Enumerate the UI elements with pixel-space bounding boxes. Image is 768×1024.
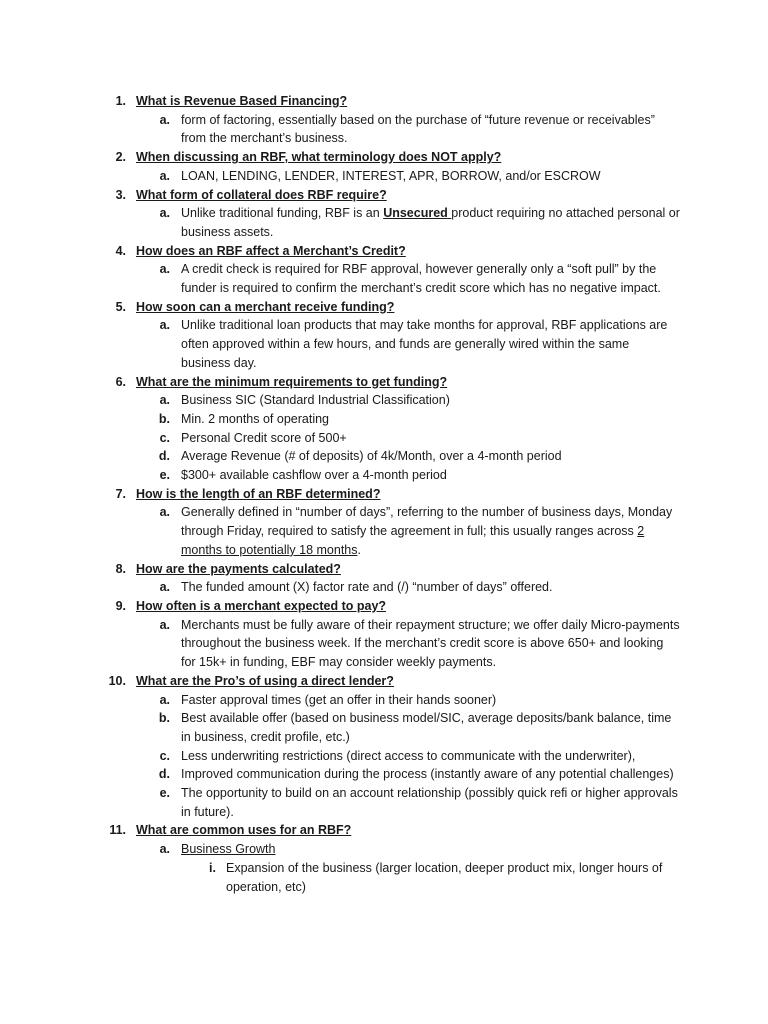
faq-question	[0, 485, 768, 504]
answer-text-segment: Business Growth	[181, 842, 276, 857]
question-number: 2.	[115, 150, 126, 165]
answer-text	[181, 709, 680, 746]
answer-text	[181, 466, 680, 485]
question-text: How soon can a merchant receive funding?	[136, 299, 395, 314]
answer-text	[181, 260, 680, 297]
answer-item	[0, 765, 768, 784]
question-number: 1.	[115, 94, 126, 108]
faq-question	[0, 186, 768, 205]
answer-item	[0, 391, 768, 410]
question-number: 11.	[109, 823, 126, 838]
answer-text	[181, 410, 680, 429]
answer-label: a.	[159, 262, 170, 277]
answer-item	[0, 204, 768, 241]
question-number: 10.	[108, 673, 126, 688]
answer-label: d.	[158, 449, 170, 464]
sub-answer-label: i.	[209, 860, 216, 875]
answer-text	[181, 616, 680, 672]
answer-text-segment: 2 months to potentially 18 months	[181, 524, 645, 557]
answer-text-segment: Generally defined in “number of days”, referring to the number of business days, Monday through Friday, required to satisfy the agreement in full; this usually ranges across	[181, 505, 673, 539]
answer-label: a.	[159, 112, 170, 127]
answer-label: a.	[159, 393, 170, 408]
answer-item	[0, 503, 768, 559]
answer-item	[0, 447, 768, 466]
answer-text	[181, 447, 680, 466]
question-text: When discussing an RBF, what terminology does NOT apply?	[136, 150, 502, 165]
answer-label: a.	[159, 168, 170, 183]
question-text: What is Revenue Based Financing?	[136, 94, 348, 108]
question-text: How often is a merchant expected to pay?	[136, 598, 387, 613]
answer-label: c.	[159, 748, 170, 763]
answer-text	[181, 111, 680, 148]
answer-text-segment: Expansion of the business (larger location, deeper product mix, longer hours of operation, etc)	[226, 860, 663, 894]
answer-text-segment: Unlike traditional funding, RBF is an	[181, 206, 384, 221]
faq-question	[0, 298, 768, 317]
answer-text	[181, 691, 680, 710]
answer-label: b.	[158, 711, 170, 726]
answer-text	[181, 840, 680, 859]
answer-text-segment: Unsecured	[383, 206, 448, 221]
answer-label: a.	[159, 318, 170, 333]
question-text: How does an RBF affect a Merchant’s Credit?	[136, 243, 406, 258]
faq-document	[0, 92, 768, 896]
question-text: How is the length of an RBF determined?	[136, 486, 381, 501]
question-text: What form of collateral does RBF require?	[136, 187, 387, 202]
answer-text-segment: Business SIC (Standard Industrial Classification)	[181, 393, 450, 408]
answer-text-segment: .	[357, 542, 361, 557]
answer-text-segment: Personal Credit score of 500+	[181, 430, 347, 445]
answer-text-segment: The opportunity to build on an account relationship (possibly quick refi or higher approvals in future).	[181, 786, 678, 819]
answer-label: d.	[158, 767, 170, 782]
question-number: 5.	[115, 299, 126, 314]
answer-text-segment: Improved communication during the process (instantly aware of any potential challenges)	[181, 767, 674, 782]
question-number: 9.	[115, 598, 126, 613]
answer-item	[0, 167, 768, 186]
answer-text	[181, 747, 680, 766]
question-text: What are the Pro’s of using a direct lender?	[136, 673, 394, 688]
answer-text	[181, 204, 680, 241]
answer-label: b.	[158, 411, 170, 426]
faq-question	[0, 242, 768, 261]
answer-item	[0, 747, 768, 766]
answer-label: c.	[159, 430, 170, 445]
answer-label: e.	[159, 786, 170, 801]
answer-item	[0, 840, 768, 859]
answer-text	[181, 784, 680, 821]
question-number: 7.	[115, 486, 126, 501]
answer-text-segment: LOAN, LENDING, LENDER, INTEREST, APR, BORROW, and/or ESCROW	[181, 168, 601, 183]
answer-label: a.	[159, 692, 170, 707]
answer-item	[0, 709, 768, 746]
question-text: What are the minimum requirements to get funding?	[136, 374, 448, 389]
answer-item	[0, 260, 768, 297]
answer-text	[181, 316, 680, 372]
answer-item	[0, 466, 768, 485]
answer-text	[181, 578, 680, 597]
answer-item	[0, 616, 768, 672]
answer-text-segment: $300+ available cashflow over a 4-month period	[181, 468, 447, 483]
answer-text-segment: Average Revenue (# of deposits) of 4k/Month, over a 4-month period	[181, 449, 562, 464]
question-number: 8.	[115, 561, 126, 576]
faq-question	[0, 597, 768, 616]
faq-question	[0, 148, 768, 167]
question-text: What are common uses for an RBF?	[136, 823, 352, 838]
sub-answer-item	[0, 859, 768, 896]
answer-text-segment: Merchants must be fully aware of their repayment structure; we offer daily Micro-payments throughout the business week. If the merchant’s credit score is above 650+ and looking for 15k+ in funding, EBF may consider weekly payments.	[181, 617, 680, 670]
faq-question	[0, 672, 768, 691]
question-number: 6.	[115, 374, 126, 389]
answer-text-segment: Best available offer (based on business model/SIC, average deposits/bank balance, time in business, credit profile, etc.)	[181, 711, 672, 744]
answer-item	[0, 316, 768, 372]
answer-label: a.	[159, 617, 170, 632]
answer-label: a.	[159, 505, 170, 520]
answer-text-segment: form of factoring, essentially based on the purchase of “future revenue or receivables” from the merchant’s business.	[181, 112, 655, 146]
question-number: 4.	[115, 243, 126, 258]
question-number: 3.	[115, 187, 126, 202]
answer-text-segment: product requiring no attached personal or business assets.	[181, 206, 680, 239]
answer-text-segment: Min. 2 months of operating	[181, 411, 329, 426]
answer-label: a.	[159, 842, 170, 857]
answer-text	[181, 765, 680, 784]
faq-question	[0, 560, 768, 579]
faq-question	[0, 92, 768, 111]
question-text: How are the payments calculated?	[136, 561, 341, 576]
answer-item	[0, 691, 768, 710]
answer-text	[181, 391, 680, 410]
answer-item	[0, 429, 768, 448]
answer-text-segment: Faster approval times (get an offer in their hands sooner)	[181, 692, 497, 707]
answer-text-segment: The funded amount (X) factor rate and (/) “number of days” offered.	[181, 580, 553, 595]
answer-text	[181, 167, 680, 186]
answer-item	[0, 578, 768, 597]
answer-item	[0, 784, 768, 821]
answer-label: e.	[159, 468, 170, 483]
answer-text-segment: Less underwriting restrictions (direct access to communicate with the underwriter),	[181, 748, 636, 763]
answer-item	[0, 410, 768, 429]
faq-question	[0, 373, 768, 392]
answer-text	[181, 429, 680, 448]
answer-label: a.	[159, 580, 170, 595]
answer-text	[181, 503, 680, 559]
answer-item	[0, 111, 768, 148]
answer-label: a.	[159, 206, 170, 221]
sub-answer-text	[226, 859, 680, 896]
answer-text-segment: Unlike traditional loan products that may take months for approval, RBF applications are often approved within a few hours, and funds are generally wired within the same business day.	[181, 318, 668, 370]
faq-question	[0, 821, 768, 840]
answer-text-segment: A credit check is required for RBF approval, however generally only a “soft pull” by the funder is required to confirm the merchant’s credit score which has no negative impact.	[181, 262, 661, 296]
